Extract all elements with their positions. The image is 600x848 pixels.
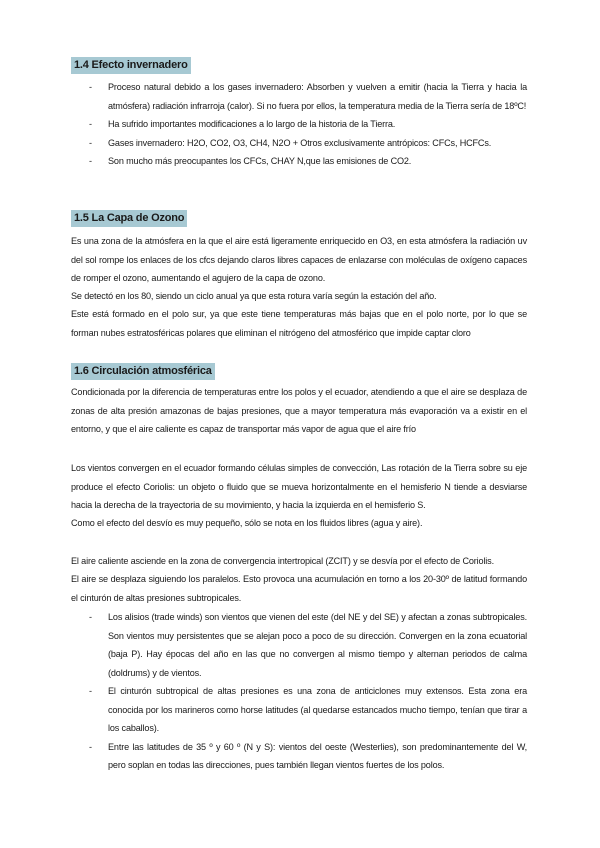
list-item [71,115,527,134]
bullet-dash: - [89,119,92,129]
paragraph: Es una zona de la atmósfera en la que el aire está ligeramente enriquecido en O3, en esta atmósfera la radiación uv del sol rompe los enlaces de los cfcs dejando claros libres capaces de enlazarse con moléculas de oxígeno capaces de romper el ozono, aumentando el agujero de la capa de ozono. [71,236,527,283]
list-item-text: Ha sufrido importantes modificaciones a lo largo de la historia de la Tierra. [108,119,396,129]
section-heading-capa-ozono: 1.5 La Capa de Ozono [71,210,187,227]
bullet-dash: - [89,137,92,148]
list-item [71,682,527,738]
bullet-dash: - [89,686,92,696]
list-item [71,78,527,115]
efecto-invernadero-list [71,78,527,171]
paragraph: El aire se desplaza siguiendo los paralelos. Esto provoca una acumulación en torno a los 20-30º de latitud formando el cinturón de altas presiones subtropicales. [71,574,527,603]
paragraph: Condicionada por la diferencia de temperaturas entre los polos y el ecuador, atendiendo a que el aire se desplaza de zonas de alta presión amazonas de bajas presiones, que a mayor temperatura más evaporación va a existir en el entorno, y que el aire caliente es capaz de transportar más vapor de agua que el aire frío [71,387,527,434]
list-item-text: El cinturón subtropical de altas presiones es una zona de anticiclones muy extensos. Esta zona era conocida por los marineros como horse latitudes (al quedarse estancados mucho tiempo, tenían que tirar a los caballos). [108,686,527,733]
bullet-dash: - [89,82,92,92]
list-item [71,608,527,682]
paragraph: Este está formado en el polo sur, ya que este tiene temperaturas más bajas que en el polo norte, por lo que se forman nubes estratosféricas polares que eliminan el nitrógeno del atmosférico que impide captar cloro [71,309,527,338]
list-item [71,152,527,171]
list-item-text: Proceso natural debido a los gases invernadero: Absorben y vuelven a emitir (hacia la Tierra y hacia la atmósfera) radiación infrarroja (calor). Si no fuera por ellos, la temperatura media de la Tierra sería de 18ºC! [108,82,527,111]
paragraph: El aire caliente asciende en la zona de convergencia intertropical (ZCIT) y se desvía por el efecto de Coriolis. [71,556,494,566]
list-item-text: Entre las latitudes de 35 º y 60 º (N y S): vientos del oeste (Westerlies), son predominantemente del W, pero soplan en todas las direcciones, pues también llegan vientos fuertes de los polos. [108,741,527,770]
bullet-dash: - [89,612,92,622]
section-heading-circulacion-atmosferica: 1.6 Circulación atmosférica [71,363,215,380]
section-heading-efecto-invernadero: 1.4 Efecto invernadero [71,57,191,74]
bullet-dash: - [89,156,92,166]
list-item-text: Gases invernadero: H2O, CO2, O3, CH4, N2O + Otros exclusivamente antrópicos: CFCs, HCFCs. [108,137,492,148]
list-item [71,738,527,775]
list-item [71,134,527,153]
paragraph: Se detectó en los 80, siendo un ciclo anual ya que esta rotura varía según la estación del año. [71,291,437,301]
bullet-dash: - [89,741,92,752]
list-item-text: Son mucho más preocupantes los CFCs, CHAY N,que las emisiones de CO2. [108,156,412,166]
paragraph: Los vientos convergen en el ecuador formando células simples de convección, Las rotación de la Tierra sobre su eje produce el efecto Coriolis: un objeto o fluido que se mueva horizontalmente en el hemisferio N tiende a desviarse hacia la derecha de la trayectoria de su movimiento, y hacia la izquierda en el hemisferio S. [71,463,527,510]
paragraph: Como el efecto del desvío es muy pequeño, sólo se nota en los fluidos libres (agua y aire). [71,518,423,528]
circulacion-list [71,608,527,775]
list-item-text: Los alisios (trade winds) son vientos que vienen del este (del NE y del SE) y afectan a zonas subtropicales. Son vientos muy persistentes que se alejan poco a poco de su dirección. Convergen en la zona ecuatorial (baja P). Hay épocas del año en las que no convergen al mismo tiempo y alternan periodos de calma (doldrums) y de vientos. [108,612,527,678]
